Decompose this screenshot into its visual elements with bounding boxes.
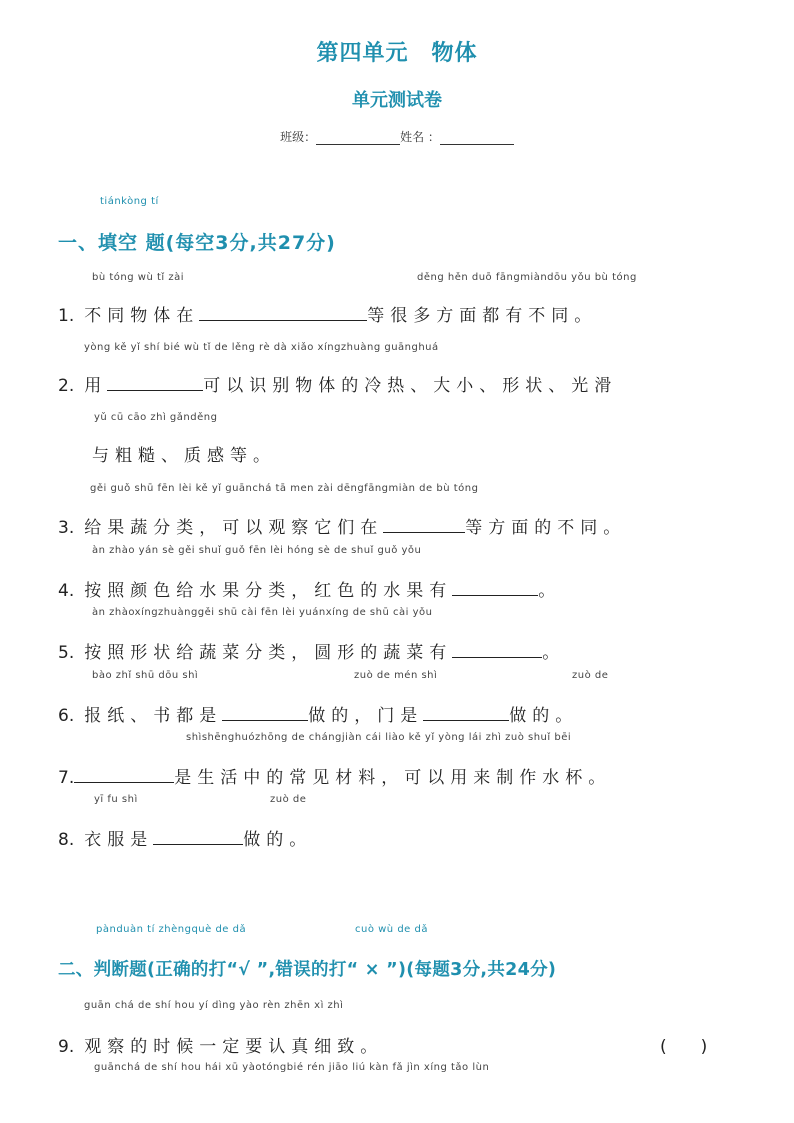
question-2 xyxy=(58,371,617,396)
q6-pinyin-a: bào zhǐ shū dōu shì xyxy=(92,670,199,681)
name-label: 姓名 ： xyxy=(400,130,440,144)
q2-text-a: 用 xyxy=(84,376,108,396)
q6-blank-1[interactable] xyxy=(222,704,308,721)
section1-pinyin: tiánkòng tí xyxy=(100,196,159,207)
q2-blank[interactable] xyxy=(107,374,203,391)
q7-pinyin: shìshēnghuózhōng de chángjiàn cái liào kě yǐ yòng lái zhì zuò shuǐ bēi xyxy=(186,732,572,743)
q2-number: 2. xyxy=(58,376,75,396)
q6-text-a: 报纸、书都是 xyxy=(84,706,223,726)
q8-pinyin-b: zuò de xyxy=(270,794,307,805)
q6-text-b: 做的，门是 xyxy=(308,706,424,726)
q2-pinyin: yòng kě yǐ shí bié wù tǐ de lěng rè dà xiǎo xíngzhuàng guānghuá xyxy=(84,342,439,353)
q4-blank[interactable] xyxy=(452,579,538,596)
q2-text-c: 与粗糙、质感等。 xyxy=(92,446,276,466)
section1-title: 一、填空 题(每空3分,共27分) xyxy=(58,232,336,254)
question-6 xyxy=(58,701,578,726)
question-1 xyxy=(58,301,597,326)
q7-number: 7. xyxy=(58,768,75,788)
q1-number: 1. xyxy=(58,306,75,326)
section2-title: 二、判断题(正确的打“√ ”,错误的打“ × ”)(每题3分,共24分) xyxy=(58,960,557,980)
q2-pinyin-2: yǔ cū cāo zhì gǎnděng xyxy=(94,412,218,423)
q8-pinyin-a: yī fu shì xyxy=(94,794,138,805)
q5-text-a: 按照形状给蔬菜分类，圆形的蔬菜有 xyxy=(84,643,453,663)
page-title: 第四单元 物体 xyxy=(316,41,478,66)
name-blank[interactable] xyxy=(440,132,514,145)
q1-pinyin-b: děng hěn duō fāngmiàndōu yǒu bù tóng xyxy=(417,272,637,283)
q3-number: 3. xyxy=(58,518,75,538)
q8-number: 8. xyxy=(58,830,75,850)
q2-text-b: 可以识别物体的冷热、大小、形状、光滑 xyxy=(203,376,618,396)
q3-text-a: 给果蔬分类，可以观察它们在 xyxy=(84,518,384,538)
q9-pinyin: guān chá de shí hou yí dìng yào rèn zhēn xì zhì xyxy=(84,1000,344,1011)
q4-number: 4. xyxy=(58,581,75,601)
question-8 xyxy=(58,825,312,850)
question-7 xyxy=(58,763,611,788)
q1-pinyin-a: bù tóng wù tǐ zài xyxy=(92,272,184,283)
q6-pinyin-b: zuò de mén shì xyxy=(354,670,438,681)
q3-pinyin: gěi guǒ shū fēn lèi kě yǐ guānchá tā men zài dēngfāngmiàn de bù tóng xyxy=(90,483,479,494)
q3-blank[interactable] xyxy=(383,516,465,533)
q6-blank-2[interactable] xyxy=(423,704,509,721)
class-label: 班级： xyxy=(280,130,317,144)
class-name-line xyxy=(0,128,794,145)
q8-text-b: 做的。 xyxy=(243,830,313,850)
q5-blank[interactable] xyxy=(452,641,542,658)
q1-text-a: 不同物体在 xyxy=(84,306,200,326)
q6-text-c: 做的。 xyxy=(509,706,579,726)
q8-blank[interactable] xyxy=(153,828,243,845)
section2-pinyin-a: pànduàn tí zhèngquè de dǎ xyxy=(96,924,247,935)
question-9 xyxy=(58,1032,383,1057)
q5-pinyin: àn zhàoxíngzhuànggěi shū cài fēn lèi yuánxíng de shū cài yǒu xyxy=(92,607,433,618)
q5-text-b: 。 xyxy=(542,643,566,663)
question-3 xyxy=(58,513,626,538)
q4-text-b: 。 xyxy=(538,581,562,601)
q9-answer-paren[interactable]: ( ) xyxy=(660,1037,708,1057)
q6-number: 6. xyxy=(58,706,75,726)
q7-text-b: 是生活中的常见材料，可以用来制作水杯。 xyxy=(174,768,612,788)
class-blank[interactable] xyxy=(316,132,400,145)
q7-blank[interactable] xyxy=(74,766,174,783)
q6-pinyin-c: zuò de xyxy=(572,670,609,681)
q9-text: 观察的时候一定要认真细致。 xyxy=(84,1037,384,1057)
page-subtitle: 单元测试卷 xyxy=(352,90,442,111)
q10-pinyin: guānchá de shí hou hái xū yàotóngbié rén jiāo liú kàn fǎ jìn xíng tǎo lùn xyxy=(94,1062,490,1073)
question-4 xyxy=(58,576,561,601)
q8-text-a: 衣服是 xyxy=(84,830,154,850)
q4-pinyin: àn zhào yán sè gěi shuǐ guǒ fēn lèi hóng sè de shuǐ guǒ yǒu xyxy=(92,545,422,556)
q3-text-b: 等方面的不同。 xyxy=(465,518,627,538)
q1-blank[interactable] xyxy=(199,304,367,321)
q4-text-a: 按照颜色给水果分类，红色的水果有 xyxy=(84,581,453,601)
q5-number: 5. xyxy=(58,643,75,663)
q1-text-b: 等很多方面都有不同。 xyxy=(367,306,598,326)
q9-number: 9. xyxy=(58,1037,75,1057)
section2-pinyin-b: cuò wù de dǎ xyxy=(355,924,428,935)
question-5 xyxy=(58,638,565,663)
